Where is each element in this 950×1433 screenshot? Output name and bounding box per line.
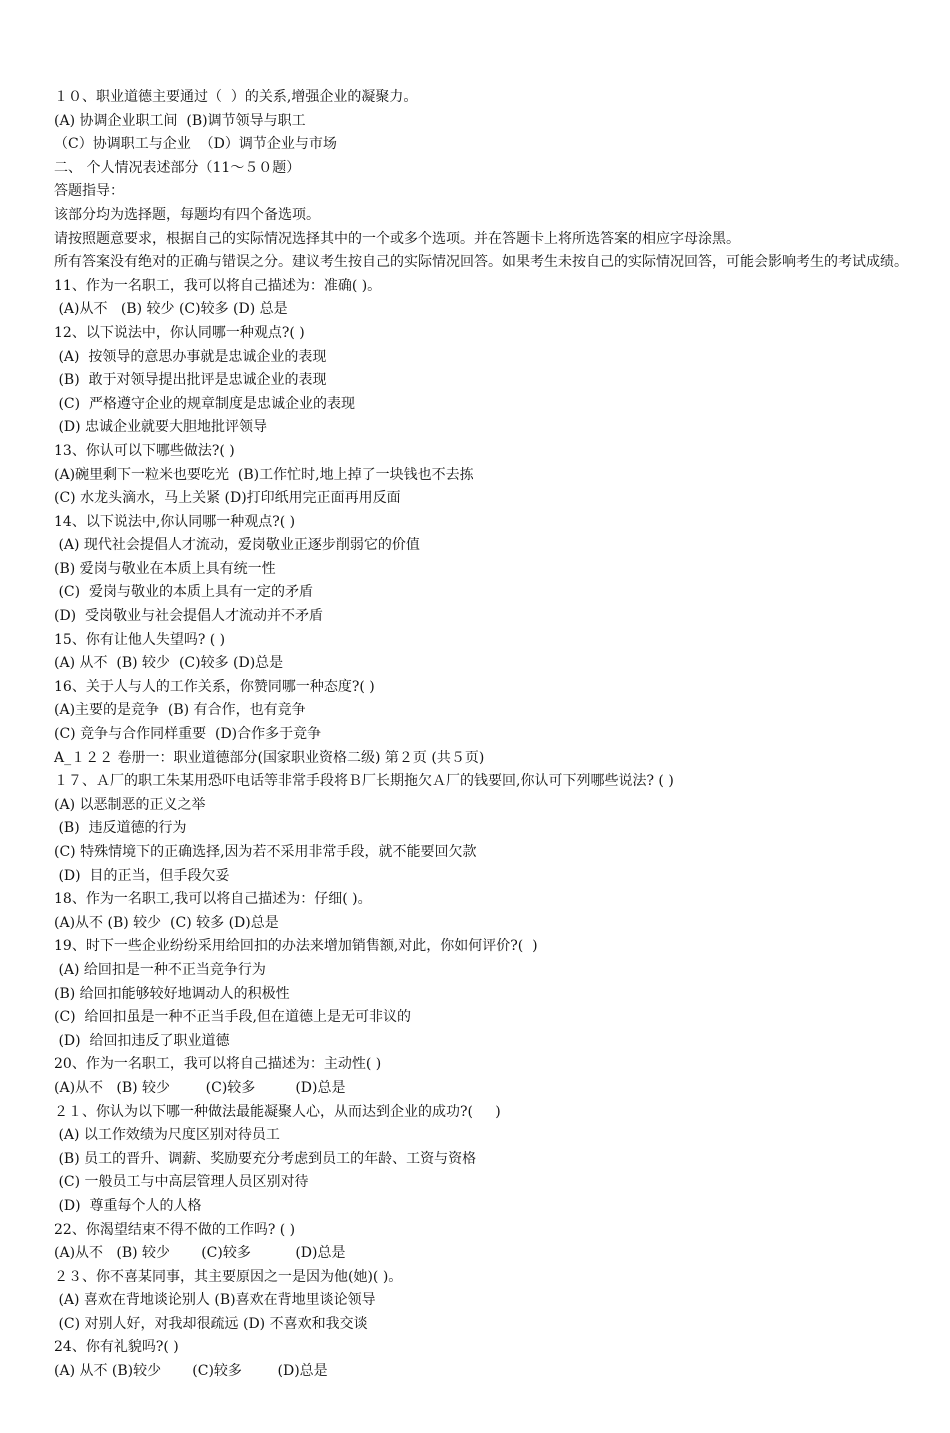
question-11-stem: 11、作为一名职工，我可以将自己描述为：准确( )。 xyxy=(54,277,382,294)
question-23-options-cd: (C) 对别人好，对我却很疏远 (D) 不喜欢和我交谈 xyxy=(54,1315,368,1332)
question-19-option-a: (A) 给回扣是一种不正当竞争行为 xyxy=(54,961,266,978)
question-18-stem: 18、作为一名职工,我可以将自己描述为：仔细( )。 xyxy=(54,891,372,908)
question-12-option-d: (D) 忠诚企业就要大胆地批评领导 xyxy=(54,419,268,436)
instructions-line: 请按照题意要求，根据自己的实际情况选择其中的一个或多个选项。并在答题卡上将所选答案的相应字母涂黑。 xyxy=(54,230,740,247)
question-17-stem: １７、Ａ厂的职工朱某用恐吓电话等非常手段将Ｂ厂长期拖欠Ａ厂的钱要回,你认可下列哪些说法? ( ) xyxy=(54,773,674,790)
question-16-options-cd: (C) 竞争与合作同样重要 (D)合作多于竞争 xyxy=(54,726,322,743)
question-23-options-ab: (A) 喜欢在背地谈论别人 (B)喜欢在背地里谈论领导 xyxy=(54,1292,376,1309)
question-13-options-cd: (C) 水龙头滴水，马上关紧 (D)打印纸用完正面再用反面 xyxy=(54,490,401,507)
question-19-stem: 19、时下一些企业纷纷采用给回扣的办法来增加销售额,对此，你如何评价?( ) xyxy=(54,938,538,955)
question-14-option-b: (B) 爱岗与敬业在本质上具有统一性 xyxy=(54,560,276,577)
question-12-option-b: (B) 敢于对领导提出批评是忠诚企业的表现 xyxy=(54,372,327,389)
question-12-option-c: (C) 严格遵守企业的规章制度是忠诚企业的表现 xyxy=(54,395,355,412)
question-12-option-a: (A) 按领导的意思办事就是忠诚企业的表现 xyxy=(54,348,327,365)
question-22-options: (A)从不 (B) 较少 (C)较多 (D)总是 xyxy=(54,1245,346,1262)
question-17-option-d: (D) 目的正当，但手段欠妥 xyxy=(54,867,230,884)
question-20-stem: 20、作为一名职工，我可以将自己描述为：主动性( ) xyxy=(54,1056,382,1073)
question-24-options: (A) 从不 (B)较少 (C)较多 (D)总是 xyxy=(54,1363,328,1380)
question-17-option-b: (B) 违反道德的行为 xyxy=(54,820,187,837)
question-21-option-c: (C) 一般员工与中高层管理人员区别对待 xyxy=(54,1174,309,1191)
page-footer: A_１２２ 卷册一：职业道德部分(国家职业资格二级) 第２页 (共５页) xyxy=(54,749,485,766)
question-20-options: (A)从不 (B) 较少 (C)较多 (D)总是 xyxy=(54,1079,346,1096)
question-10-options-cd: （C）协调职工与企业 （D）调节企业与市场 xyxy=(54,136,337,153)
question-14-option-a: (A) 现代社会提倡人才流动，爱岗敬业正逐步削弱它的价值 xyxy=(54,537,420,554)
question-18-options: (A)从不 (B) 较少 (C) 较多 (D)总是 xyxy=(54,914,279,931)
question-16-stem: 16、关于人与人的工作关系，你赞同哪一种态度?( ) xyxy=(54,678,375,695)
question-17-option-a: (A) 以恶制恶的正义之举 xyxy=(54,796,206,813)
question-19-option-d: (D) 给回扣违反了职业道德 xyxy=(54,1032,230,1049)
instructions-line: 该部分均为选择题，每题均有四个备选项。 xyxy=(54,206,320,223)
question-22-stem: 22、你渴望结束不得不做的工作吗? ( ) xyxy=(54,1221,296,1238)
instructions-heading: 答题指导： xyxy=(54,183,124,200)
question-14-option-c: (C) 爱岗与敬业的本质上具有一定的矛盾 xyxy=(54,584,313,601)
question-19-option-b: (B) 给回扣能够较好地调动人的积极性 xyxy=(54,985,290,1002)
question-21-option-b: (B) 员工的晋升、调薪、奖励要充分考虑到员工的年龄、工资与资格 xyxy=(54,1150,477,1167)
question-10-stem: １０、职业道德主要通过（ ）的关系,增强企业的凝聚力。 xyxy=(54,89,418,105)
question-12-stem: 12、以下说法中，你认同哪一种观点?( ) xyxy=(54,324,305,341)
section-heading: 二、 个人情况表述部分（11～５０题） xyxy=(54,159,301,176)
question-21-option-a: (A) 以工作效绩为尺度区别对待员工 xyxy=(54,1127,280,1144)
question-23-stem: ２３、你不喜某同事，其主要原因之一是因为他(她)( )。 xyxy=(54,1268,403,1285)
question-21-option-d: (D) 尊重每个人的人格 xyxy=(54,1197,202,1214)
instructions-line: 所有答案没有绝对的正确与错误之分。建议考生按自己的实际情况回答。如果考生未按自己的实际情况回答，可能会影响考生的考试成绩。 xyxy=(54,254,908,271)
question-14-option-d: (D) 受岗敬业与社会提倡人才流动并不矛盾 xyxy=(54,608,324,625)
question-24-stem: 24、你有礼貌吗?( ) xyxy=(54,1339,179,1356)
question-11-options: (A)从不 (B) 较少 (C)较多 (D) 总是 xyxy=(54,301,288,318)
question-14-stem: 14、以下说法中,你认同哪一种观点?( ) xyxy=(54,513,296,530)
question-13-options-ab: (A)碗里剩下一粒米也要吃光 (B)工作忙时,地上掉了一块钱也不去拣 xyxy=(54,466,474,483)
question-17-option-c: (C) 特殊情境下的正确选择,因为若不采用非常手段，就不能要回欠款 xyxy=(54,844,477,860)
question-13-stem: 13、你认可以下哪些做法?( ) xyxy=(54,442,235,459)
question-10-options-ab: (A) 协调企业职工间 (B)调节领导与职工 xyxy=(54,112,306,129)
question-16-options-ab: (A)主要的是竞争 (B) 有合作，也有竞争 xyxy=(54,702,306,719)
document-body xyxy=(54,86,942,1384)
question-15-stem: 15、你有让他人失望吗? ( ) xyxy=(54,631,226,648)
question-21-stem: ２１、你认为以下哪一种做法最能凝聚人心，从而达到企业的成功?( ) xyxy=(54,1103,501,1120)
question-15-options: (A) 从不 (B) 较少 (C)较多 (D)总是 xyxy=(54,655,284,672)
question-19-option-c: (C) 给回扣虽是一种不正当手段,但在道德上是无可非议的 xyxy=(54,1009,411,1026)
